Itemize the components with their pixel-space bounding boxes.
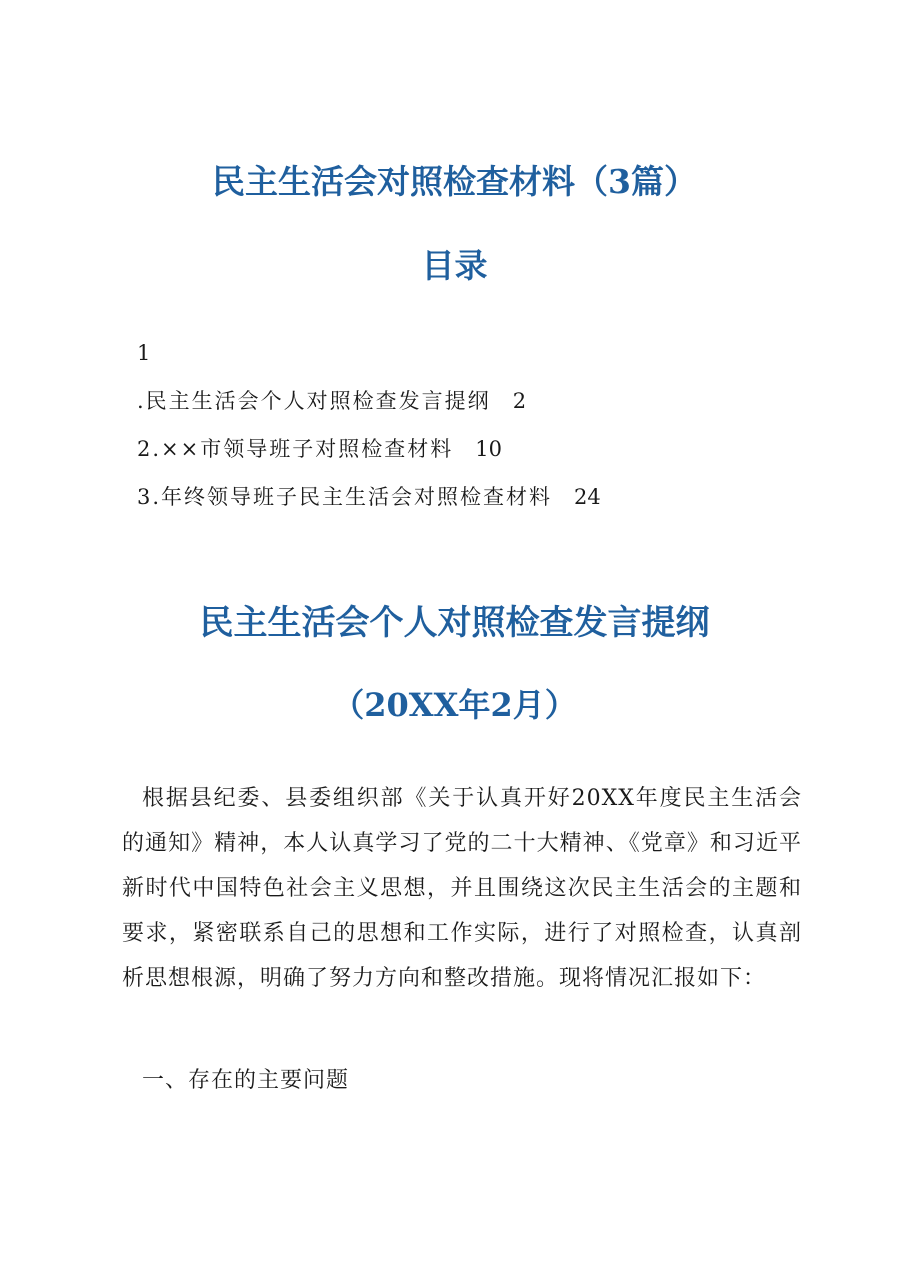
body-paragraph: 根据县纪委、县委组织部《关于认真开好20XX年度民主生活会的通知》精神，本人认真学习了党的二十大精神、《党章》和习近平新时代中国特色社会主义思想，并且围绕这次民主生活会的主题和要求，紧密联系自己的思想和工作实际，进行了对照检查，认真剖析思想根源，明确了努力方向和整改措施。现将情况汇报如下：	[122, 786, 802, 991]
toc-item-page: 10	[475, 437, 502, 461]
toc-item[interactable]	[137, 480, 777, 528]
toc-item-page: 2	[512, 389, 527, 413]
toc-item-label: 1	[137, 341, 153, 365]
document-title: 民主生活会对照检查材料（3篇）	[212, 162, 697, 201]
section-subheading: 一、存在的主要问题	[142, 1068, 350, 1093]
section-date: （20XX年2月）	[332, 686, 577, 724]
toc-item-label: 2.××市领导班子对照检查材料	[137, 437, 454, 461]
toc-item[interactable]	[137, 336, 777, 384]
toc-item-page: 24	[574, 485, 601, 509]
table-of-contents	[137, 336, 777, 528]
toc-item[interactable]	[137, 432, 777, 480]
toc-heading: 目录	[421, 246, 488, 285]
toc-item-label: .民主生活会个人对照检查发言提纲	[137, 389, 491, 413]
toc-item-label: 3.年终领导班子民主生活会对照检查材料	[137, 485, 553, 509]
section-title: 民主生活会个人对照检查发言提纲	[199, 603, 710, 643]
toc-item[interactable]	[137, 384, 777, 432]
